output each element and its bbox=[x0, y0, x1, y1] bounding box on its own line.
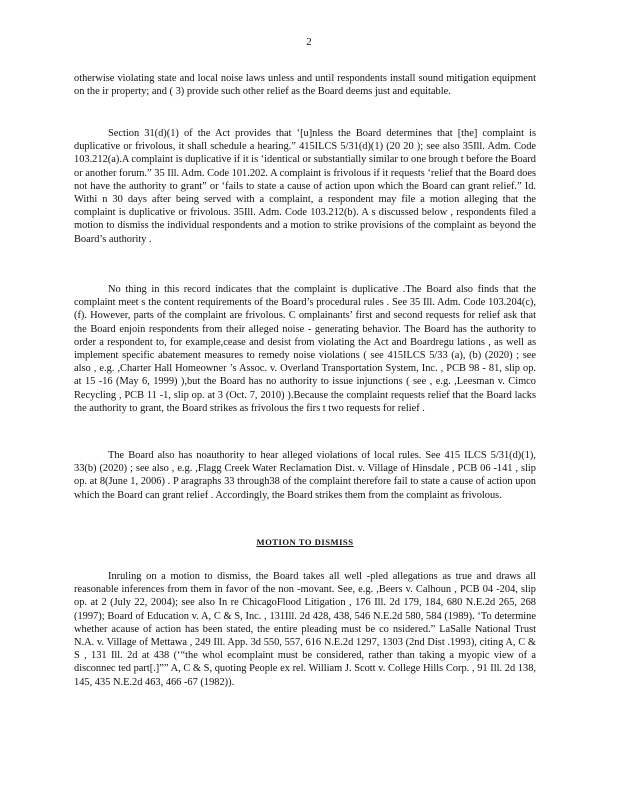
paragraph-text: Section 31(d)(1) of the Act provides that ‘[u]nless the Board determines that [the] complaint is duplicative or frivolous, it shall schedule a hearing.” 415ILCS 5/31(d)(1) (20 20 ); see also 35Ill. Adm. Code 103.212(a).A complaint is duplicative if it is ‘identical or substantially similar to one brough t before the Board or another forum.” 35 Ill. Adm. Code 101.202. A complaint is frivolous if it requests ‘relief that the Board does not have the authority to grant” or ‘fails to state a cause of action upon which the Board can grant relief.” Id. Withi n 30 days after being served with a complaint, a respondent may file a motion alleging that the complaint is duplicative or frivolous. 35Ill. Adm. Code 103.212(b). A s discussed below , respondents filed a motion to dismiss the individual respondents and a motion to strike provisions of the complaint as beyond the Board’s authority . bbox=[74, 128, 536, 245]
paragraph-text: The Board also has noauthority to hear alleged violations of local rules. See 415 ILCS 5/31(d)(1), 33(b) (2020) ; see also , e.g. ,Flagg Creek Water Reclamation Dist. v. Village of Hinsdale , PCB 06 -141 , slip op. at 8(June 1, 2006) . P aragraphs 33 through38 of the complaint therefore fail to state a cause of action upon which the Board can grant relief . Accordingly, the Board strikes them from the complaint as frivolous. bbox=[74, 450, 536, 501]
paragraph-local-rules bbox=[74, 449, 536, 502]
paragraph-text: Inruling on a motion to dismiss, the Board takes all well -pled allegations as true and draws all reasonable inferences from them in favor of the non -movant. See, e.g. ,Beers v. Calhoun , PCB 04 -204, slip op. at 2 (July 22, 2004); see also In re ChicagoFlood Litigation , 176 Ill. 2d 179, 184, 680 N.E.2d 265, 268 (1997); Board of Education v. A, C & S, Inc. , 131Ill. 2d 428, 438, 546 N.E.2d 580, 584 (1989). ‘To determine whether acause of action has been stated, the entire pleading must be co nsidered.” LaSalle National Trust N.A. v. Village of Mettawa , 249 Ill. App. 3d 550, 557, 616 N.E.2d 1297, 1303 (2nd Dist .1993), citing A, C & S , 131 Ill. 2d at 438 (‘“the whol ecomplaint must be considered, rather than taking a myopic view of a disconnec ted part[.]”” A, C & S, quoting People ex rel. William J. Scott v. College Hills Corp. , 91 Ill. 2d 138, 145, 435 N.E.2d 463, 466 -67 (1982)). bbox=[74, 571, 536, 688]
paragraph-ruling-standard bbox=[74, 570, 536, 689]
page-number: 2 bbox=[306, 36, 312, 48]
paragraph-text: No thing in this record indicates that the complaint is duplicative .The Board also finds that the complaint meet s the content requirements of the Board’s procedural rules . See 35 Ill. Adm. Code 103.204(c), (f). However, parts of the complaint are frivolous. C omplainants’ first and second requests for relief ask that the Board enjoin respondents from their alleged noise - generating behavior. The Board has the authority to order a respondent to, for example,cease and desist from violating the Act and Boardregu lations , as well as implement specific abatement measures to remedy noise violations ( see 415ILCS 5/33 (a), (b) (2020) ; see also , e.g. ,Charter Hall Homeowner ’s Assoc. v. Overland Transportation System, Inc. , PCB 98 - 81, slip op. at 15 -16 (May 6, 1999) ),but the Board has no authority to issue injunctions ( see , e.g. ,Leesman v. Cimco Recycling , PCB 11 -1, slip op. at 3 (Oct. 7, 2010) ).Because the complaint requests relief that the Board lacks the authority to grant, the Board strikes as frivolous the firs t two requests for relief . bbox=[74, 284, 536, 414]
motion-to-dismiss-heading: MOTION TO DISMISS bbox=[256, 537, 354, 547]
paragraph-section-31 bbox=[74, 127, 536, 246]
paragraph-text: otherwise violating state and local noise laws unless and until respondents install sound mitigation equipment on the ir property; and ( 3) provide such other relief as the Board deems just and equitable. bbox=[74, 73, 536, 98]
paragraph-duplicative-frivolous bbox=[74, 283, 536, 415]
paragraph-relief-continued bbox=[74, 72, 536, 98]
section-heading bbox=[74, 536, 536, 549]
